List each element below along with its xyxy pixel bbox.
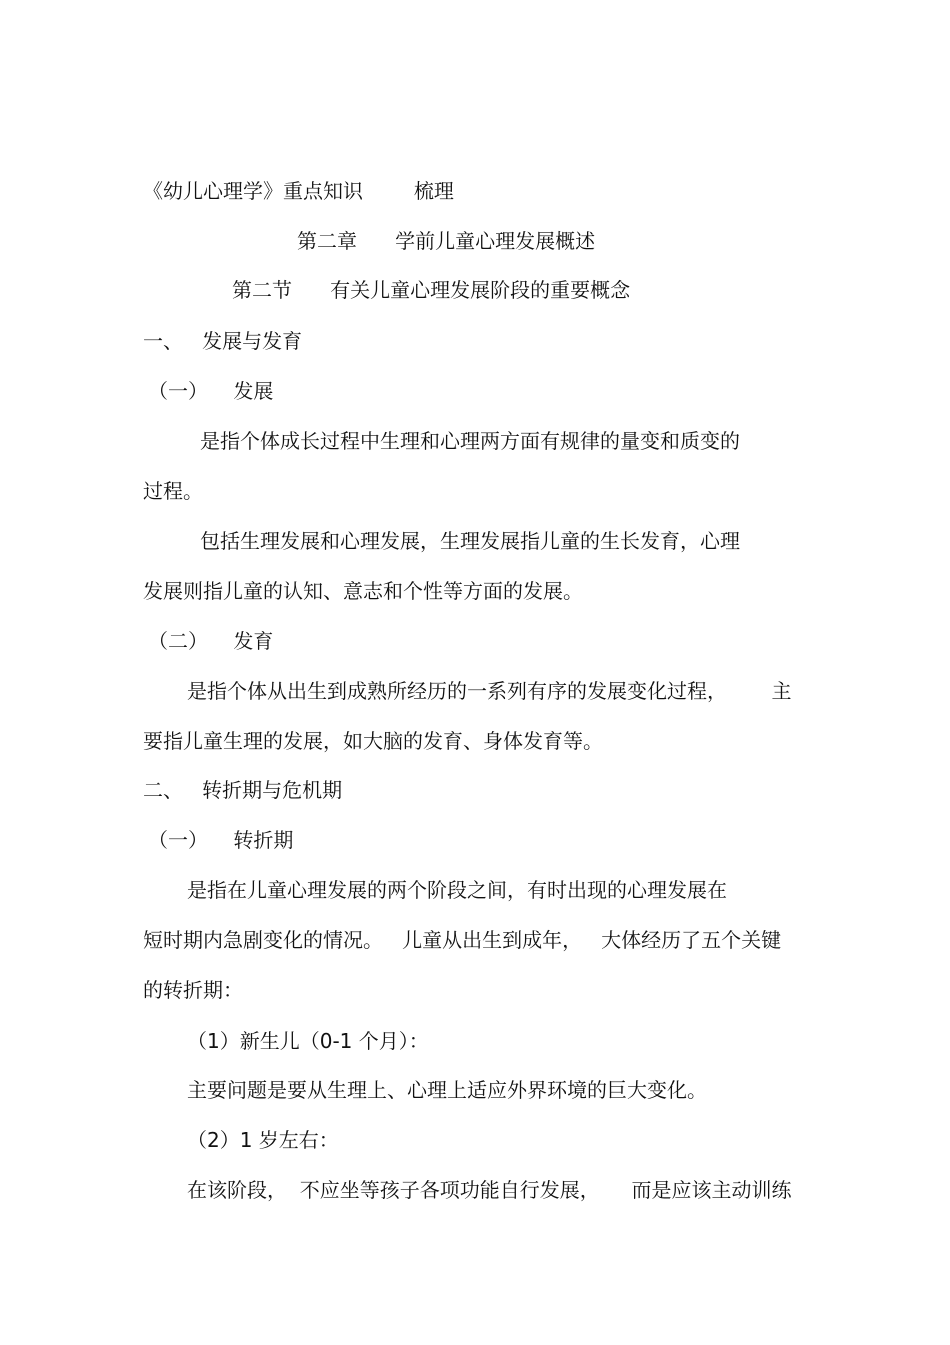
list-item: （1）新生儿（0-1 个月）：	[187, 1029, 429, 1053]
paragraph-line: 主要问题是要从生理上、心理上适应外界环境的巨大变化。	[187, 1078, 707, 1102]
list-item: （2）1 岁左右：	[187, 1128, 339, 1152]
paragraph-line: 是指在儿童心理发展的两个阶段之间，有时出现的心理发展在	[187, 878, 727, 902]
paragraph-line: 要指儿童生理的发展，如大脑的发育、身体发育等。	[143, 729, 603, 753]
subheading-development: （一） 发展	[148, 379, 274, 403]
heading-transition-and-crisis: 二、 转折期与危机期	[143, 778, 343, 802]
paragraph-line: 是指个体成长过程中生理和心理两方面有规律的量变和质变的	[200, 429, 740, 453]
paragraph-line: 包括生理发展和心理发展，生理发展指儿童的生长发育，心理	[200, 529, 740, 553]
paragraph-line: 过程。	[143, 479, 203, 503]
heading-development-and-growth: 一、 发展与发育	[143, 329, 303, 353]
chapter-heading: 第二章 学前儿童心理发展概述	[297, 229, 596, 253]
paragraph-line: 在该阶段， 不应坐等孩子各项功能自行发展， 而是应该主动训练	[187, 1178, 792, 1202]
subheading-growth: （二） 发育	[148, 629, 274, 653]
section-heading: 第二节 有关儿童心理发展阶段的重要概念	[232, 278, 631, 302]
document-title: 《幼儿心理学》重点知识 梳理	[143, 179, 454, 203]
subheading-transition: （一） 转折期	[148, 828, 294, 852]
paragraph-line: 是指个体从出生到成熟所经历的一系列有序的发展变化过程， 主	[187, 679, 792, 703]
paragraph-line: 发展则指儿童的认知、意志和个性等方面的发展。	[143, 579, 583, 603]
paragraph-line: 的转折期：	[143, 978, 243, 1002]
paragraph-line: 短时期内急剧变化的情况。 儿童从出生到成年， 大体经历了五个关键	[143, 928, 782, 952]
